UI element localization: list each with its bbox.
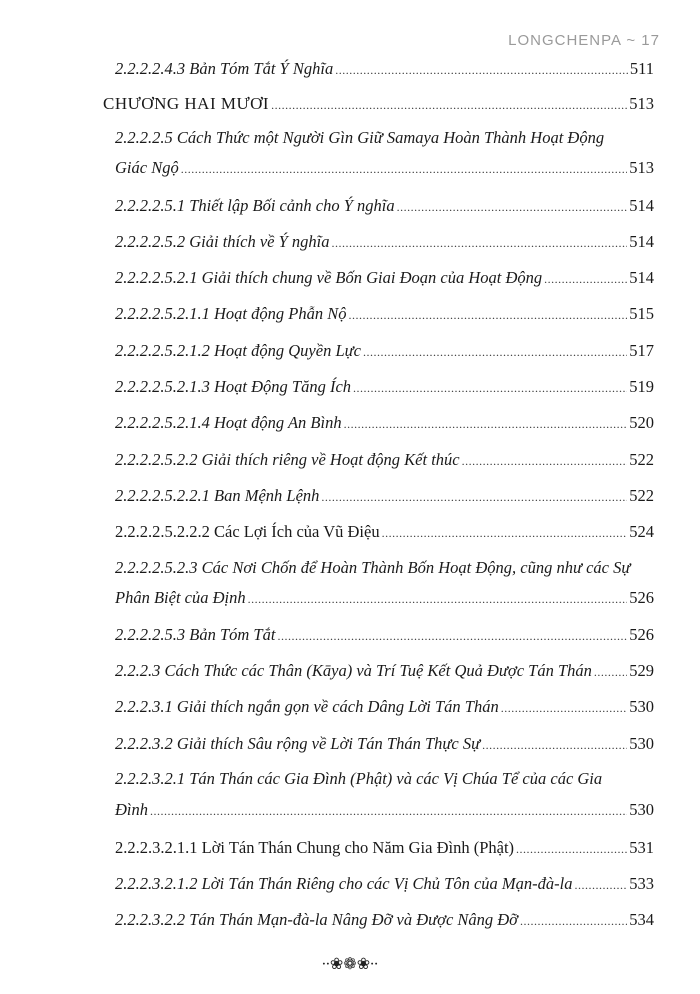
toc-entry-title: 2.2.2.2.5.2.1.2 Hoạt động Quyền Lực [115, 341, 361, 360]
toc-entry[interactable] [115, 588, 654, 608]
leader-dots [321, 486, 627, 506]
toc-entry-title: 2.2.2.3.2.1.2 Lời Tán Thán Riêng cho các Vị Chủ Tôn của Mạn-đà-la [115, 874, 573, 893]
leader-dots [575, 874, 628, 894]
toc-entry-page: 511 [629, 59, 654, 78]
toc-entry-title: CHƯƠNG HAI MƯƠI [103, 94, 270, 113]
leader-dots [516, 838, 627, 858]
toc-entry-title: 2.2.2.3.1 Giải thích ngắn gọn về cách Dâng Lời Tán Thán [115, 697, 499, 716]
toc-entry[interactable] [115, 486, 654, 506]
toc-entry[interactable] [115, 800, 654, 820]
toc-entry[interactable] [115, 341, 654, 361]
toc-entry[interactable] [115, 910, 654, 930]
toc-chapter-heading[interactable] [103, 94, 654, 114]
toc-entry-title: 2.2.2.2.5.2 Giải thích về Ý nghĩa [115, 232, 330, 251]
toc-entry[interactable] [115, 661, 654, 681]
leader-dots [150, 800, 627, 820]
toc-entry-page: 522 [629, 486, 654, 505]
toc-entry[interactable] [115, 304, 654, 324]
toc-entry[interactable] [115, 196, 654, 216]
toc-entry[interactable] [115, 413, 654, 433]
toc-entry-page: 514 [629, 196, 654, 215]
toc-entry-page: 517 [629, 341, 654, 360]
toc-entry-title-continued: Giác Ngộ [115, 158, 179, 177]
toc-entry[interactable] [115, 232, 654, 252]
toc-entry-page: 519 [629, 377, 654, 396]
toc-entry-title[interactable]: 2.2.2.2.5.2.3 Các Nơi Chốn để Hoàn Thành Bốn Hoạt Động, cũng như các Sự [115, 558, 631, 577]
toc-entry-title: 2.2.2.2.5.2.2 Giải thích riêng về Hoạt động Kết thúc [115, 450, 460, 469]
toc-entry-page: 526 [629, 588, 654, 607]
toc-entry-page: 526 [629, 625, 654, 644]
leader-dots [462, 450, 628, 470]
toc-entry-title: 2.2.2.2.5.2.1.1 Hoạt động Phẫn Nộ [115, 304, 347, 323]
toc-entry-page: 531 [629, 838, 654, 857]
leader-dots [501, 697, 628, 717]
toc-entry[interactable] [115, 734, 654, 754]
toc-entry-page: 514 [629, 268, 654, 287]
toc-entry-title: 2.2.2.2.5.2.2.1 Ban Mệnh Lệnh [115, 486, 320, 505]
leader-dots [348, 304, 627, 324]
toc-entry-page: 530 [629, 697, 654, 716]
leader-dots [248, 588, 628, 608]
leader-dots [353, 377, 627, 397]
toc-entry-page: 513 [629, 94, 654, 113]
toc-entry-page: 514 [629, 232, 654, 251]
toc-entry[interactable] [115, 377, 654, 397]
toc-entry-title: 2.2.2.2.4.3 Bản Tóm Tắt Ý Nghĩa [115, 59, 334, 78]
toc-entry-title: 2.2.2.3 Cách Thức các Thân (Kāya) và Trí Tuệ Kết Quả Được Tán Thán [115, 661, 592, 680]
toc-entry-page: 533 [629, 874, 654, 893]
toc-entry-title: 2.2.2.2.5.1 Thiết lập Bối cảnh cho Ý nghĩa [115, 196, 395, 215]
toc-entry[interactable] [115, 625, 654, 645]
toc-entry[interactable] [115, 838, 654, 858]
toc-entry-title-continued: Đình [115, 800, 148, 819]
footer-ornament-icon: ∙∙❀❁❀∙∙ [321, 956, 379, 973]
toc-entry-title: 2.2.2.3.2 Giải thích Sâu rộng về Lời Tán Thán Thực Sự [115, 734, 481, 753]
toc-entry-page: 515 [629, 304, 654, 323]
leader-dots [277, 625, 627, 645]
toc-entry[interactable] [115, 158, 654, 178]
toc-entry-title: 2.2.2.2.5.2.1.3 Hoạt Động Tăng Ích [115, 377, 352, 396]
toc-entry-page: 524 [629, 522, 654, 541]
leader-dots [271, 94, 627, 114]
toc-entry-page: 530 [629, 800, 654, 819]
running-header: LONGCHENPA ~ 17 [508, 32, 660, 49]
toc-entry-page: 520 [629, 413, 654, 432]
toc-entry-title: 2.2.2.2.5.2.1 Giải thích chung về Bốn Giai Đoạn của Hoạt Động [115, 268, 543, 287]
toc-entry-title[interactable]: 2.2.2.3.2.1 Tán Thán các Gia Đình (Phật) và các Vị Chúa Tể của các Gia [115, 769, 603, 788]
toc-entry-title: 2.2.2.2.5.2.1.4 Hoạt động An Bình [115, 413, 342, 432]
toc-entry-page: 530 [629, 734, 654, 753]
toc-entry-title: 2.2.2.2.5.3 Bản Tóm Tắt [115, 625, 276, 644]
toc-entry-page: 529 [629, 661, 654, 680]
toc-entry-title: 2.2.2.2.5.2.2.2 Các Lợi Ích của Vũ Điệu [115, 522, 380, 541]
toc-entry[interactable] [115, 59, 654, 79]
toc-entry-page: 522 [629, 450, 654, 469]
toc-entry-page: 513 [629, 158, 654, 177]
toc-entry[interactable] [115, 522, 654, 542]
toc-entry-title: 2.2.2.3.2.2 Tán Thán Mạn-đà-la Nâng Đỡ và Được Nâng Đỡ [115, 910, 518, 929]
toc-entry-title[interactable]: 2.2.2.2.5 Cách Thức một Người Gìn Giữ Samaya Hoàn Thành Hoạt Động [115, 128, 605, 147]
leader-dots [397, 196, 628, 216]
leader-dots [382, 522, 628, 542]
leader-dots [181, 158, 628, 178]
toc-entry-page: 534 [629, 910, 654, 929]
toc-entry[interactable] [115, 874, 654, 894]
toc-entry[interactable] [115, 450, 654, 470]
toc-entry-title: 2.2.2.3.2.1.1 Lời Tán Thán Chung cho Năm Gia Đình (Phật) [115, 838, 515, 857]
leader-dots [544, 268, 627, 288]
leader-dots [331, 232, 627, 252]
leader-dots [520, 910, 627, 930]
leader-dots [482, 734, 627, 754]
leader-dots [344, 413, 628, 433]
toc-entry-title-continued: Phân Biệt của Định [115, 588, 246, 607]
toc-entry[interactable] [115, 697, 654, 717]
leader-dots [335, 59, 628, 79]
toc-entry[interactable] [115, 268, 654, 288]
leader-dots [363, 341, 627, 361]
leader-dots [594, 661, 627, 681]
